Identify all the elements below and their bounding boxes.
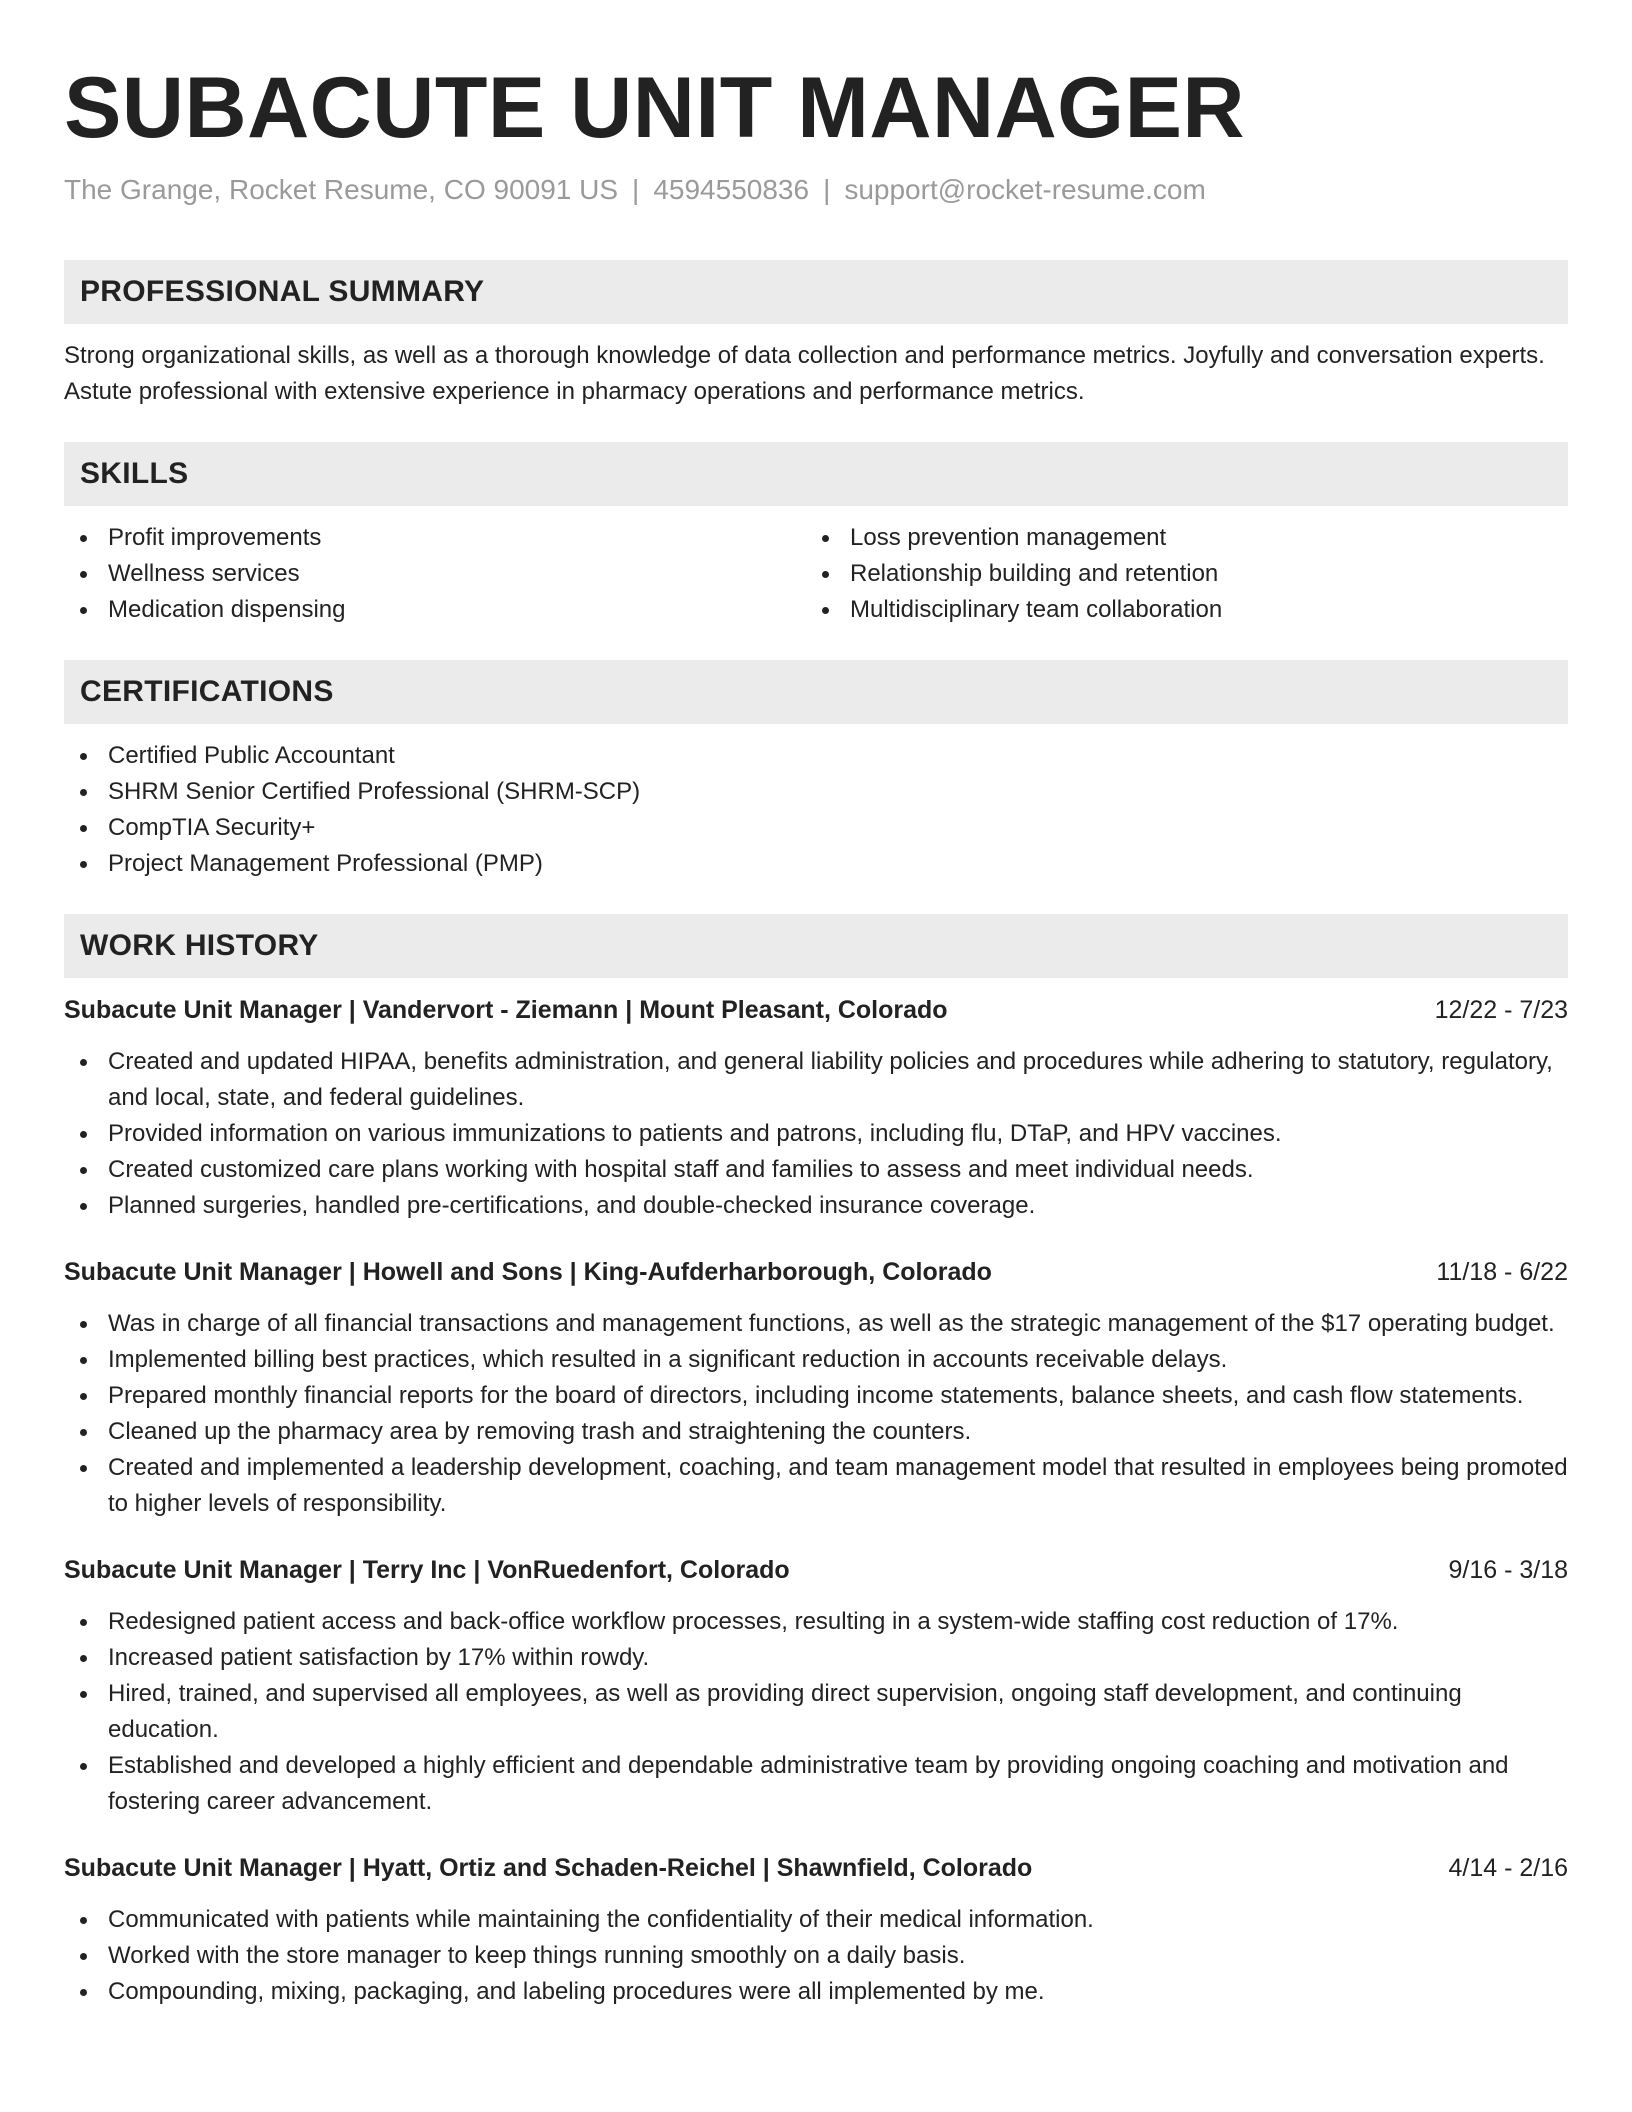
- job-title: Subacute Unit Manager | Hyatt, Ortiz and Schaden-Reichel | Shawnfield, Colorado: [64, 1854, 1033, 1882]
- job-dates: 9/16 - 3/18: [1448, 1556, 1568, 1584]
- skill-item: Profit improvements: [64, 520, 806, 556]
- job-bullet: Prepared monthly financial reports for the board of directors, including income statements, balance sheets, and cash flow statements.: [64, 1378, 1568, 1414]
- job-bullet: Created customized care plans working with hospital staff and families to assess and meet individual needs.: [64, 1152, 1568, 1188]
- certification-item: SHRM Senior Certified Professional (SHRM-SCP): [64, 774, 1568, 810]
- job-entry: [64, 1552, 1568, 1820]
- job-bullet: Hired, trained, and supervised all employees, as well as providing direct supervision, ongoing staff development, and continuing education.: [64, 1676, 1568, 1748]
- job-bullet: Redesigned patient access and back-office workflow processes, resulting in a system-wide staffing cost reduction of 17%.: [64, 1604, 1568, 1640]
- contact-separator: |: [632, 174, 640, 205]
- certification-item: Project Management Professional (PMP): [64, 846, 1568, 882]
- skills-column-right: [806, 520, 1548, 628]
- job-dates: 12/22 - 7/23: [1434, 996, 1568, 1024]
- skill-item: Medication dispensing: [64, 592, 806, 628]
- resume-page: [64, 0, 1568, 2010]
- section-header-skills: SKILLS: [64, 442, 1568, 506]
- skills-column-left: [64, 520, 806, 628]
- job-dates: 11/18 - 6/22: [1436, 1258, 1568, 1286]
- job-bullets: [64, 1902, 1568, 2010]
- job-header: [64, 992, 1568, 1028]
- job-bullets: [64, 1044, 1568, 1224]
- job-bullet: Created and implemented a leadership development, coaching, and team management model that resulted in employees being promoted to higher levels of responsibility.: [64, 1450, 1568, 1522]
- job-bullet: Cleaned up the pharmacy area by removing trash and straightening the counters.: [64, 1414, 1568, 1450]
- job-bullet: Created and updated HIPAA, benefits administration, and general liability policies and procedures while adhering to statutory, regulatory, and local, state, and federal guidelines.: [64, 1044, 1568, 1116]
- skills-grid: [64, 520, 1568, 628]
- summary-text: Strong organizational skills, as well as a thorough knowledge of data collection and performance metrics. Joyfully and conversation experts. Astute professional with extensive experience in pharmacy operations and performance metrics.: [64, 342, 1545, 405]
- contact-email: support@rocket-resume.com: [844, 174, 1206, 205]
- job-bullet: Provided information on various immunizations to patients and patrons, including flu, DTaP, and HPV vaccines.: [64, 1116, 1568, 1152]
- job-bullet: Worked with the store manager to keep things running smoothly on a daily basis.: [64, 1938, 1568, 1974]
- job-bullet: Compounding, mixing, packaging, and labeling procedures were all implemented by me.: [64, 1974, 1568, 2010]
- job-bullet: Was in charge of all financial transactions and management functions, as well as the strategic management of the $17 operating budget.: [64, 1306, 1568, 1342]
- job-bullet: Established and developed a highly efficient and dependable administrative team by providing ongoing coaching and motivation and fostering career advancement.: [64, 1748, 1568, 1820]
- job-bullets: [64, 1604, 1568, 1820]
- job-entry: [64, 1850, 1568, 2010]
- job-header: [64, 1552, 1568, 1588]
- job-bullet: Planned surgeries, handled pre-certifications, and double-checked insurance coverage.: [64, 1188, 1568, 1224]
- section-header-work-history: WORK HISTORY: [64, 914, 1568, 978]
- job-entry: [64, 992, 1568, 1224]
- contact-phone: 4594550836: [653, 174, 810, 205]
- certifications-list: [64, 738, 1568, 882]
- certification-item: CompTIA Security+: [64, 810, 1568, 846]
- contact-address: The Grange, Rocket Resume, CO 90091 US: [64, 174, 619, 205]
- job-bullet: Implemented billing best practices, which resulted in a significant reduction in accounts receivable delays.: [64, 1342, 1568, 1378]
- job-title: Subacute Unit Manager | Vandervort - Ziemann | Mount Pleasant, Colorado: [64, 996, 948, 1024]
- job-bullets: [64, 1306, 1568, 1522]
- job-header: [64, 1850, 1568, 1886]
- skill-item: Loss prevention management: [806, 520, 1548, 556]
- skill-item: Relationship building and retention: [806, 556, 1548, 592]
- job-bullet: Communicated with patients while maintaining the confidentiality of their medical information.: [64, 1902, 1568, 1938]
- section-header-certifications: CERTIFICATIONS: [64, 660, 1568, 724]
- resume-name-title: SUBACUTE UNIT MANAGER: [64, 60, 1246, 156]
- contact-line: [64, 172, 1568, 208]
- certification-item: Certified Public Accountant: [64, 738, 1568, 774]
- job-entry: [64, 1254, 1568, 1522]
- skill-item: Multidisciplinary team collaboration: [806, 592, 1548, 628]
- job-dates: 4/14 - 2/16: [1448, 1854, 1568, 1882]
- job-bullet: Increased patient satisfaction by 17% within rowdy.: [64, 1640, 1568, 1676]
- section-header-summary: PROFESSIONAL SUMMARY: [64, 260, 1568, 324]
- job-title: Subacute Unit Manager | Terry Inc | VonRuedenfort, Colorado: [64, 1556, 790, 1584]
- contact-separator: |: [823, 174, 831, 205]
- skill-item: Wellness services: [64, 556, 806, 592]
- job-header: [64, 1254, 1568, 1290]
- job-title: Subacute Unit Manager | Howell and Sons | King-Aufderharborough, Colorado: [64, 1258, 992, 1286]
